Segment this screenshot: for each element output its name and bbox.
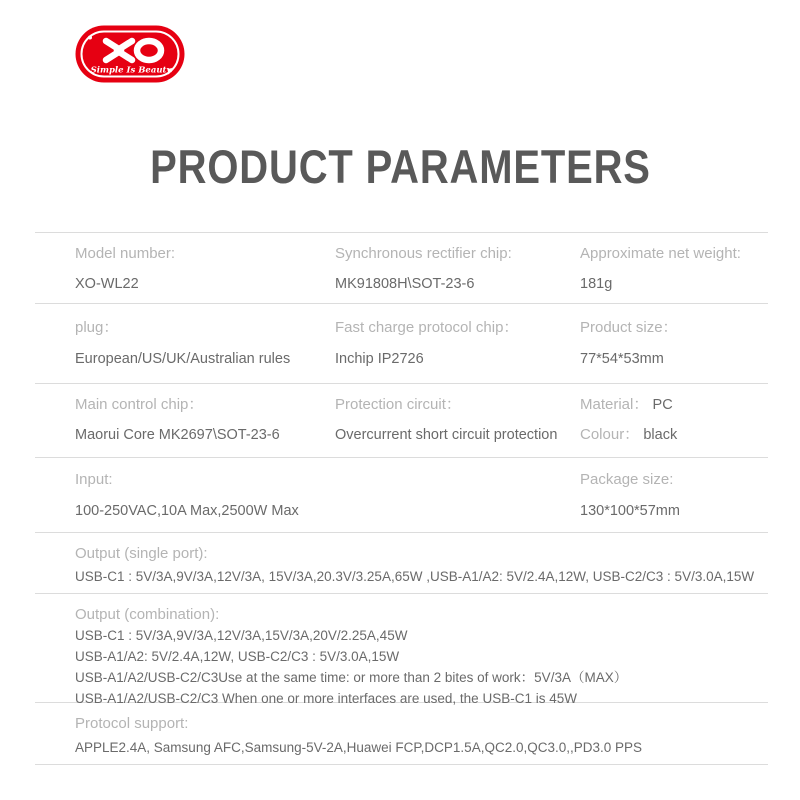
spec-cell-rectifier-chip	[335, 245, 580, 303]
xo-logo-graphic	[75, 25, 185, 83]
spec-value: PC	[652, 397, 673, 413]
spec-label: Product size：	[580, 319, 678, 336]
spec-label: Material：	[580, 396, 649, 413]
spec-label: Input:	[75, 471, 113, 488]
spec-label: Protection circuit：	[335, 396, 461, 413]
spec-label: Output (combination):	[75, 606, 220, 623]
logo-dot-top-left	[88, 36, 92, 40]
logo-tagline: Simple Is Beauty	[90, 65, 172, 76]
spec-cell-product-size	[580, 319, 758, 383]
spec-value: European/US/UK/Australian rules	[75, 351, 291, 367]
spec-value: black	[643, 427, 678, 443]
spec-row-control-chip	[35, 383, 768, 457]
spec-cell-model-number	[75, 245, 335, 303]
spec-pair-material	[580, 396, 758, 414]
spec-row-model	[35, 232, 768, 303]
spec-value: APPLE2.4A, Samsung AFC,Samsung-5V-2A,Huawei FCP,DCP1.5A,QC2.0,QC3.0,,PD3.0 PPS	[75, 740, 643, 755]
spec-cell-package-size	[580, 471, 758, 532]
spec-row-input	[35, 457, 768, 532]
spec-value: 130*100*57mm	[580, 503, 680, 519]
spec-value: USB-C1 : 5V/3A,9V/3A,12V/3A,15V/3A,20V/2.25A,45W	[75, 628, 408, 643]
xo-logo	[75, 25, 185, 83]
spec-value: Maorui Core MK2697\SOT-23-6	[75, 427, 280, 443]
spec-value: 100-250VAC,10A Max,2500W Max	[75, 503, 299, 519]
spec-value: 181g	[580, 276, 613, 292]
spec-row-output-single	[35, 532, 768, 593]
spec-label: Output (single port):	[75, 545, 208, 562]
spec-label: Synchronous rectifier chip:	[335, 245, 512, 262]
spec-cell-plug	[75, 319, 335, 383]
title-bar	[0, 139, 800, 194]
spec-label: Colour：	[580, 426, 640, 443]
spec-value: Inchip IP2726	[335, 351, 424, 367]
spec-label: Protocol support:	[75, 715, 189, 732]
spec-cell-input	[75, 471, 580, 532]
spec-value: USB-A1/A2: 5V/2.4A,12W, USB-C2/C3 : 5V/3.0A,15W	[75, 649, 400, 664]
spec-label: Fast charge protocol chip：	[335, 319, 519, 336]
spec-label: plug：	[75, 319, 119, 336]
spec-pair-colour	[580, 426, 758, 444]
spec-value: USB-A1/A2/USB-C2/C3 When one or more interfaces are used, the USB-C1 is 45W	[75, 691, 577, 706]
spec-value: XO-WL22	[75, 276, 139, 292]
spec-cell-net-weight	[580, 245, 758, 303]
spec-cell-main-control-chip	[75, 396, 335, 457]
spec-row-output-combination	[35, 593, 768, 706]
page-title: PRODUCT PARAMETERS	[149, 140, 651, 193]
spec-table	[35, 232, 768, 765]
spec-cell-protection-circuit	[335, 396, 580, 457]
spec-row-protocol-support	[35, 702, 768, 764]
spec-value: USB-A1/A2/USB-C2/C3Use at the same time: or more than 2 bites of work：5V/3A（MAX）	[75, 670, 628, 685]
spec-row-plug	[35, 303, 768, 383]
spec-label: Main control chip：	[75, 396, 204, 413]
spec-value: USB-C1 : 5V/3A,9V/3A,12V/3A, 15V/3A,20.3V/3.25A,65W ,USB-A1/A2: 5V/2.4A,12W, USB-C2/C3 : 5V/3.0A,15W	[75, 569, 755, 584]
spec-cell-material-colour	[580, 396, 758, 457]
spec-label: Model number:	[75, 245, 176, 262]
spec-value: Overcurrent short circuit protection	[335, 427, 558, 443]
spec-value: MK91808H\SOT-23-6	[335, 276, 475, 292]
spec-label: Approximate net weight:	[580, 245, 741, 262]
spec-value: 77*54*53mm	[580, 351, 664, 367]
spec-label: Package size:	[580, 471, 674, 488]
spec-cell-protocol-chip	[335, 319, 580, 383]
